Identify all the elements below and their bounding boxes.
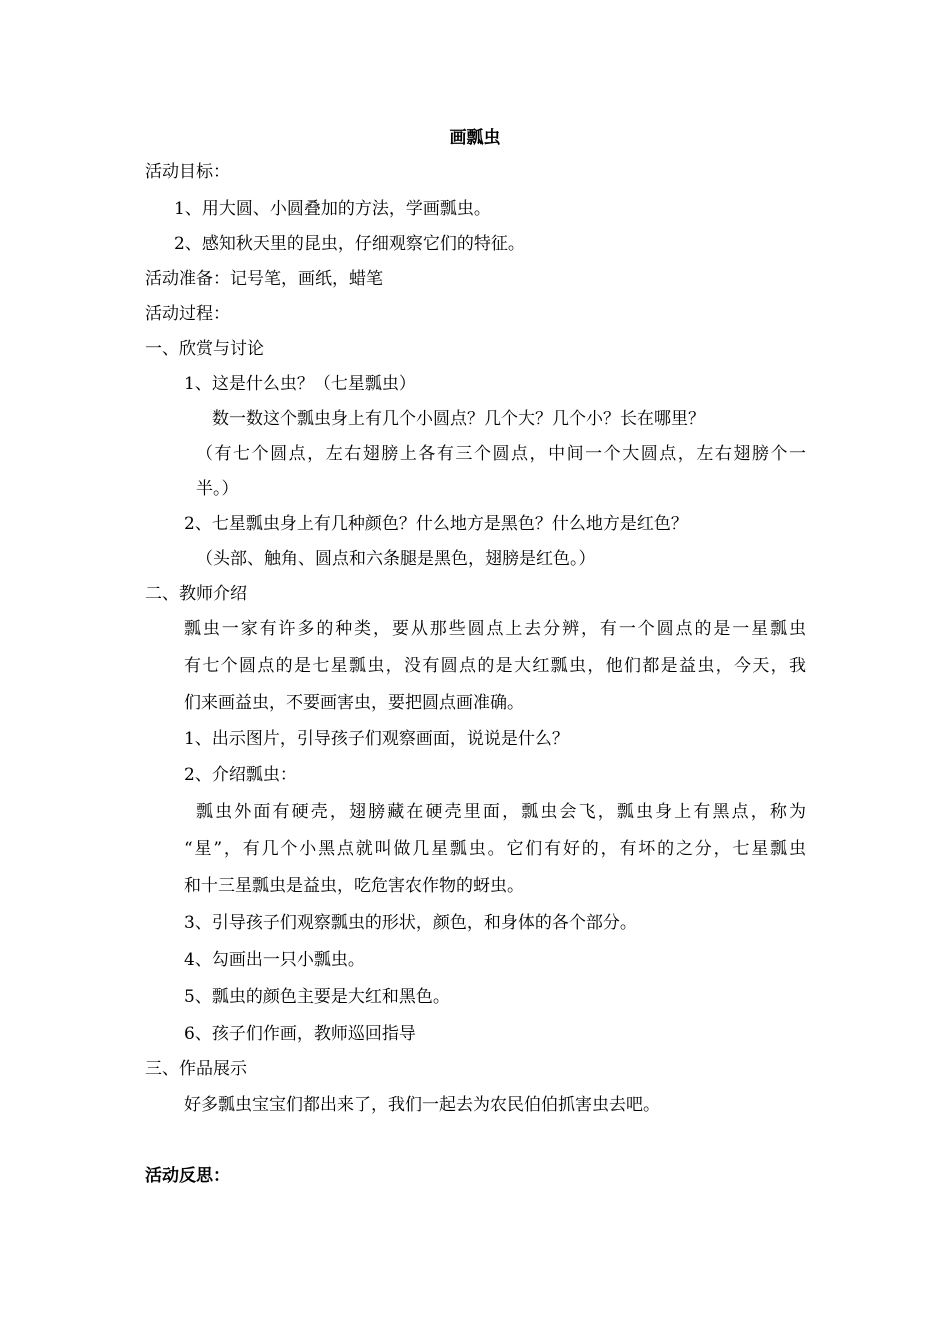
section-2-intro-line-1: 瓢虫一家有许多的种类，要从那些圆点上去分辨，有一个圆点的是一星瓢虫 bbox=[184, 619, 806, 639]
section-2-desc-line-1: 瓢虫外面有硬壳，翅膀藏在硬壳里面，瓢虫会飞，瓢虫身上有黑点，称为 bbox=[196, 802, 806, 822]
section-1-question-1-detail: 数一数这个瓢虫身上有几个小圆点？几个大？几个小？长在哪里？ bbox=[212, 409, 705, 429]
goal-item-1: 1、用大圆、小圆叠加的方法，学画瓢虫。 bbox=[174, 199, 491, 219]
goal-item-2: 2、感知秋天里的昆虫，仔细观察它们的特征。 bbox=[174, 234, 525, 254]
reflection-heading: 活动反思： bbox=[145, 1166, 230, 1186]
section-2-step-4: 4、勾画出一只小瓢虫。 bbox=[184, 950, 365, 970]
section-1-answer-line-1: （有七个圆点，左右翅膀上各有三个圆点，中间一个大圆点，左右翅膀个一 bbox=[196, 444, 806, 464]
page-title: 画瓢虫 bbox=[449, 128, 501, 148]
section-2-desc-line-2: “星”，有几个小黑点就叫做几星瓢虫。它们有好的，有坏的之分，七星瓢虫 bbox=[184, 839, 806, 859]
section-2-step-6: 6、孩子们作画，教师巡回指导 bbox=[184, 1024, 416, 1044]
section-1-question-2: 2、七星瓢虫身上有几种颜色？什么地方是黑色？什么地方是红色？ bbox=[184, 514, 688, 534]
process-heading: 活动过程： bbox=[145, 304, 230, 324]
section-1-answer-line-2: 半。） bbox=[196, 479, 239, 499]
section-2-step-3: 3、引导孩子们观察瓢虫的形状，颜色，和身体的各个部分。 bbox=[184, 913, 637, 933]
section-2-intro-line-2: 有七个圆点的是七星瓢虫，没有圆点的是大红瓢虫，他们都是益虫，今天，我 bbox=[184, 656, 806, 676]
section-1-answer-2: （头部、触角、圆点和六条腿是黑色，翅膀是红色。） bbox=[196, 549, 596, 569]
section-1-question-1: 1、这是什么虫？（七星瓢虫） bbox=[184, 374, 416, 394]
section-2-step-1: 1、出示图片，引导孩子们观察画面，说说是什么？ bbox=[184, 729, 569, 749]
section-2-heading: 二、教师介绍 bbox=[145, 584, 247, 604]
section-3-heading: 三、作品展示 bbox=[145, 1059, 247, 1079]
goals-heading: 活动目标： bbox=[145, 162, 230, 182]
section-2-desc-line-3: 和十三星瓢虫是益虫，吃危害农作物的蚜虫。 bbox=[184, 876, 524, 896]
section-2-step-5: 5、瓢虫的颜色主要是大红和黑色。 bbox=[184, 987, 450, 1007]
section-1-heading: 一、欣赏与讨论 bbox=[145, 339, 264, 359]
preparation-line: 活动准备：记号笔，画纸，蜡笔 bbox=[145, 269, 383, 289]
section-2-step-2: 2、介绍瓢虫： bbox=[184, 765, 297, 785]
section-2-intro-line-3: 们来画益虫，不要画害虫，要把圆点画准确。 bbox=[184, 693, 524, 713]
section-3-content: 好多瓢虫宝宝们都出来了，我们一起去为农民伯伯抓害虫去吧。 bbox=[184, 1095, 660, 1115]
